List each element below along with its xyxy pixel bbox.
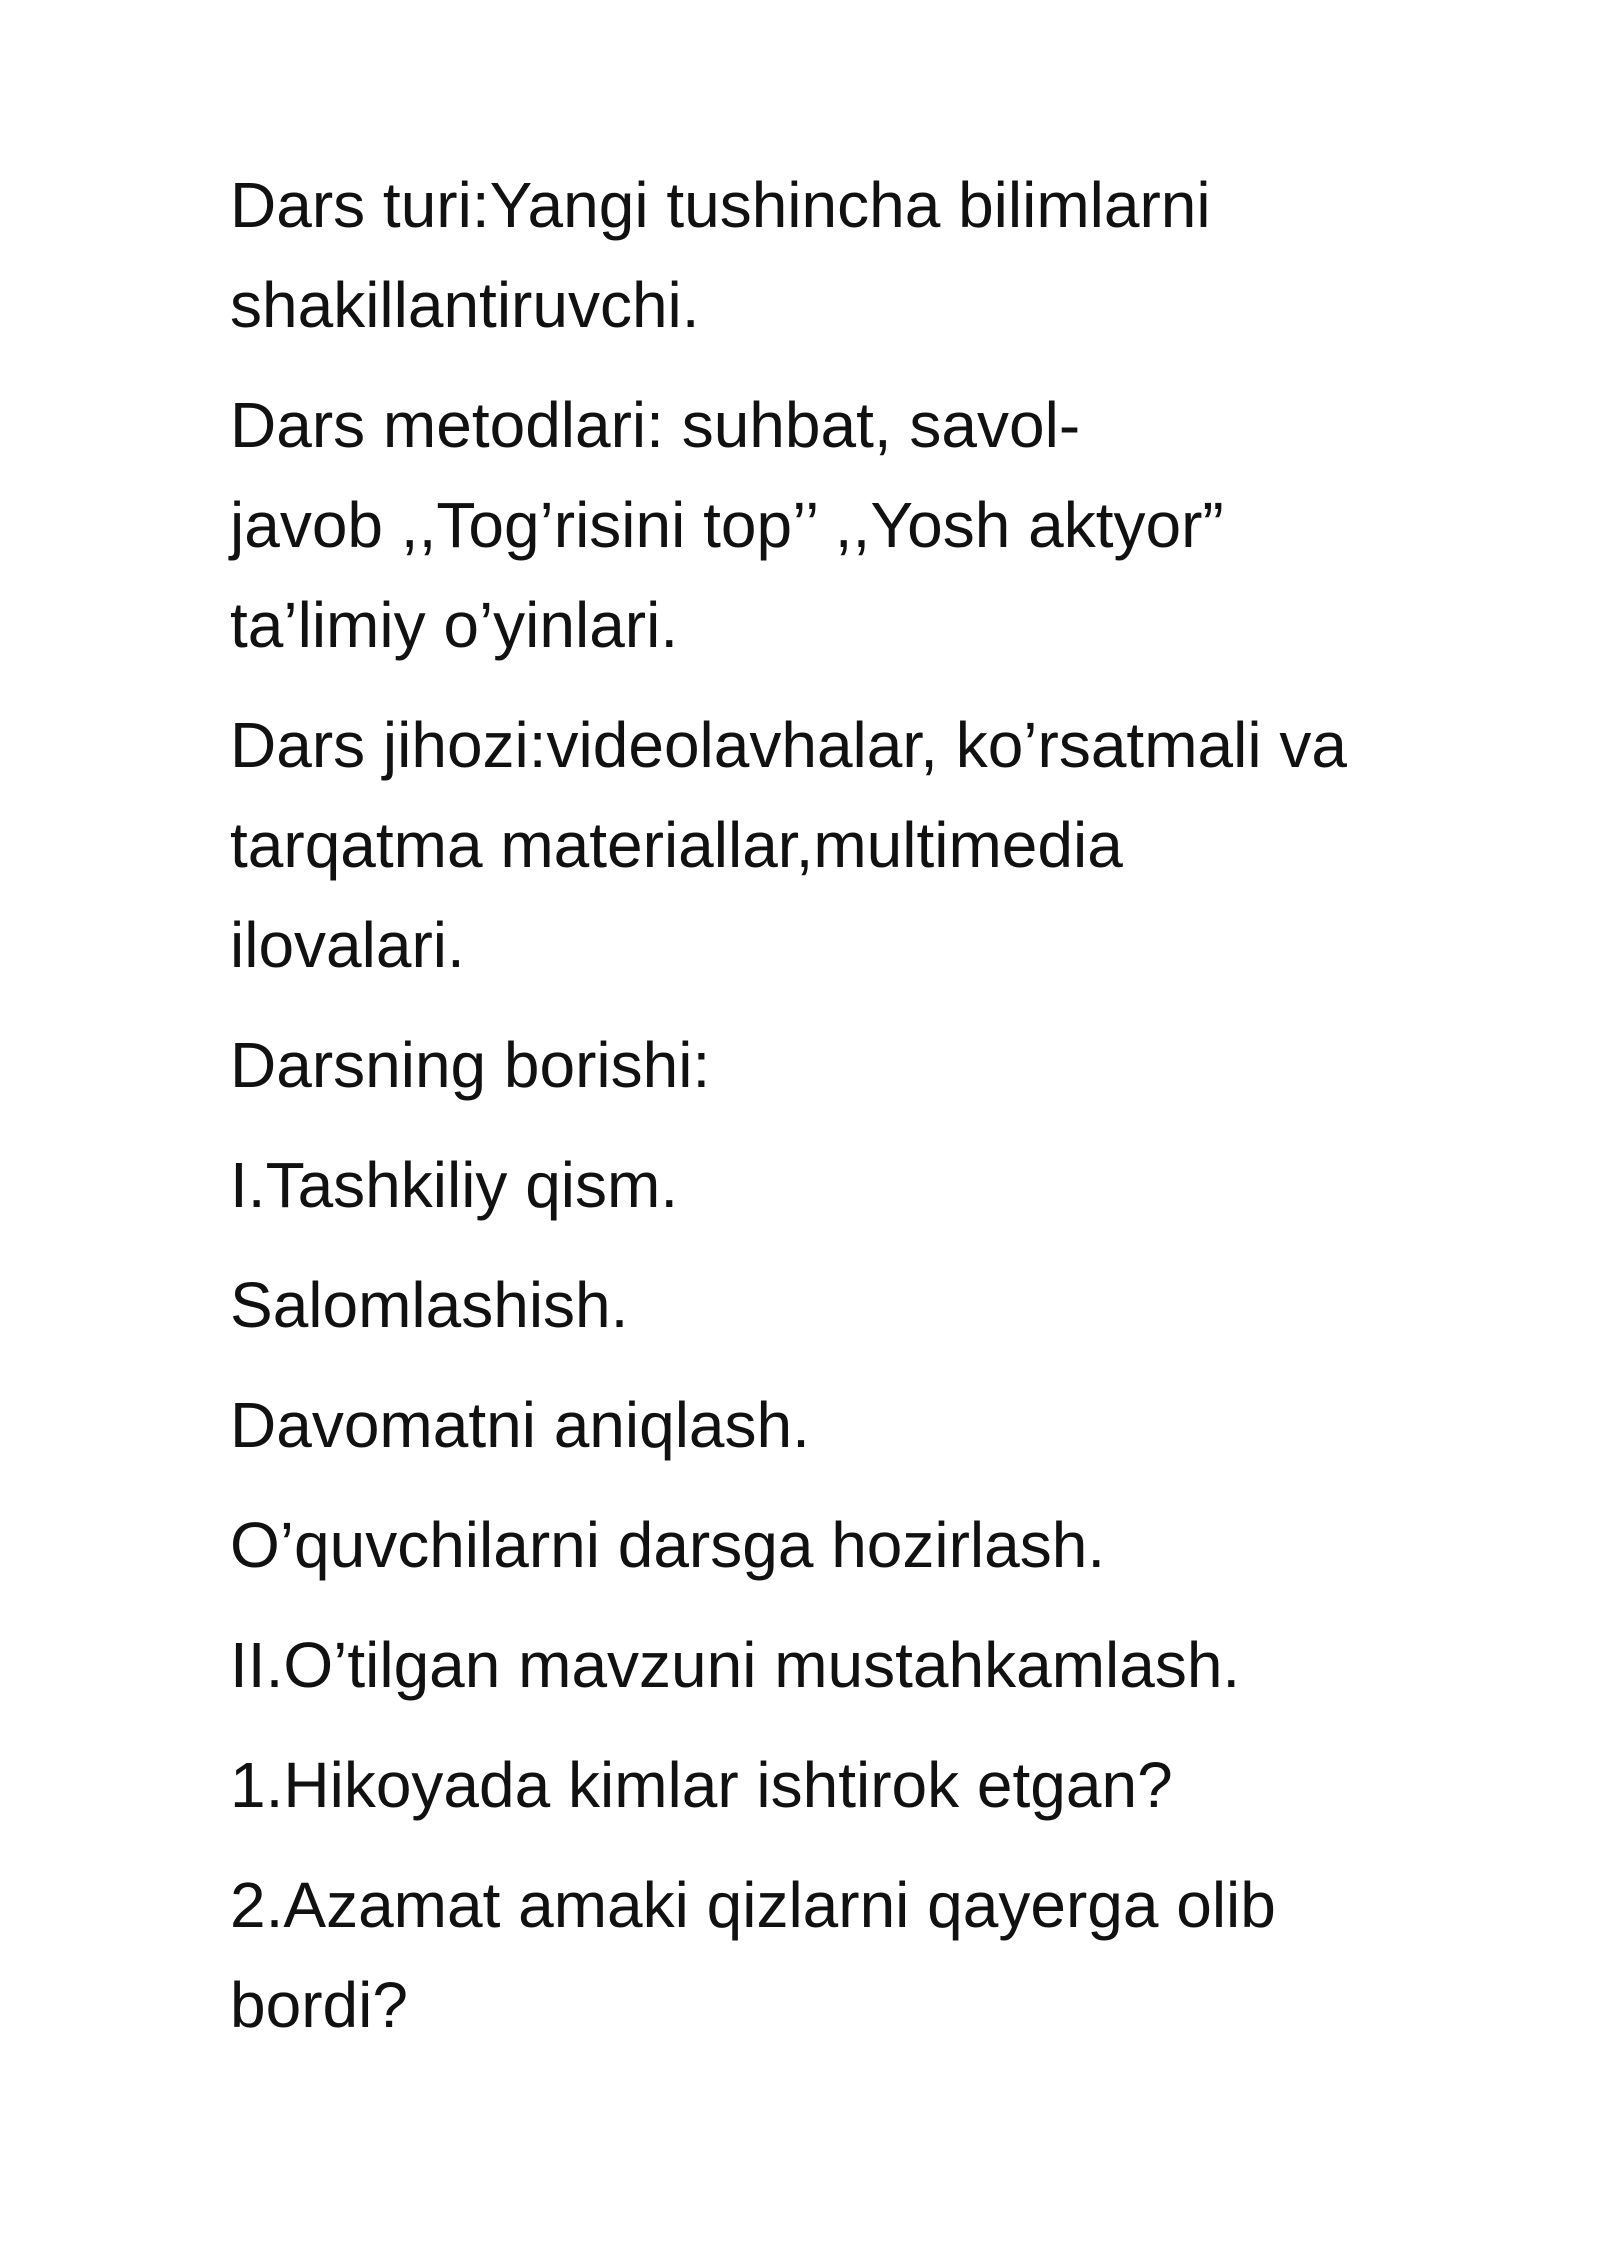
document-body bbox=[230, 155, 1510, 2075]
paragraph-preparing-students bbox=[230, 1495, 1510, 1595]
text-line: I.Tashkiliy qism. bbox=[230, 1149, 679, 1221]
paragraph-question-1 bbox=[230, 1735, 1510, 1835]
text-line: bordi? bbox=[230, 1969, 408, 2041]
text-line: 1.Hikoyada kimlar ishtirok etgan? bbox=[230, 1749, 1173, 1821]
paragraph-reinforcement bbox=[230, 1615, 1510, 1715]
text-line: ta’limiy o’yinlari. bbox=[230, 589, 679, 661]
text-line: Dars metodlari: suhbat, savol- bbox=[230, 389, 1081, 461]
paragraph-lesson-progress bbox=[230, 1015, 1510, 1115]
text-line: Dars turi:Yangi tushincha bilimlarni bbox=[230, 169, 1211, 241]
text-line: shakillantiruvchi. bbox=[230, 269, 700, 341]
text-line: O’quvchilarni darsga hozirlash. bbox=[230, 1509, 1106, 1581]
paragraph-organizational-part bbox=[230, 1135, 1510, 1235]
paragraph-greeting bbox=[230, 1255, 1510, 1355]
text-line: Salomlashish. bbox=[230, 1269, 629, 1341]
text-line: Dars jihozi:videolavhalar, ko’rsatmali va bbox=[230, 709, 1347, 781]
paragraph-lesson-equipment bbox=[230, 695, 1510, 995]
text-line: ilovalari. bbox=[230, 909, 465, 981]
paragraph-question-2 bbox=[230, 1855, 1510, 2055]
paragraph-lesson-type bbox=[230, 155, 1510, 355]
paragraph-attendance bbox=[230, 1375, 1510, 1475]
text-line: Davomatni aniqlash. bbox=[230, 1389, 810, 1461]
text-line: tarqatma materiallar,multimedia bbox=[230, 809, 1123, 881]
text-line: II.O’tilgan mavzuni mustahkamlash. bbox=[230, 1629, 1241, 1701]
paragraph-lesson-methods bbox=[230, 375, 1510, 675]
text-line: Darsning borishi: bbox=[230, 1029, 711, 1101]
text-line: javob ,,Tog’risini top’’ ,,Yosh aktyor” bbox=[230, 489, 1224, 561]
text-line: 2.Azamat amaki qizlarni qayerga olib bbox=[230, 1869, 1276, 1941]
